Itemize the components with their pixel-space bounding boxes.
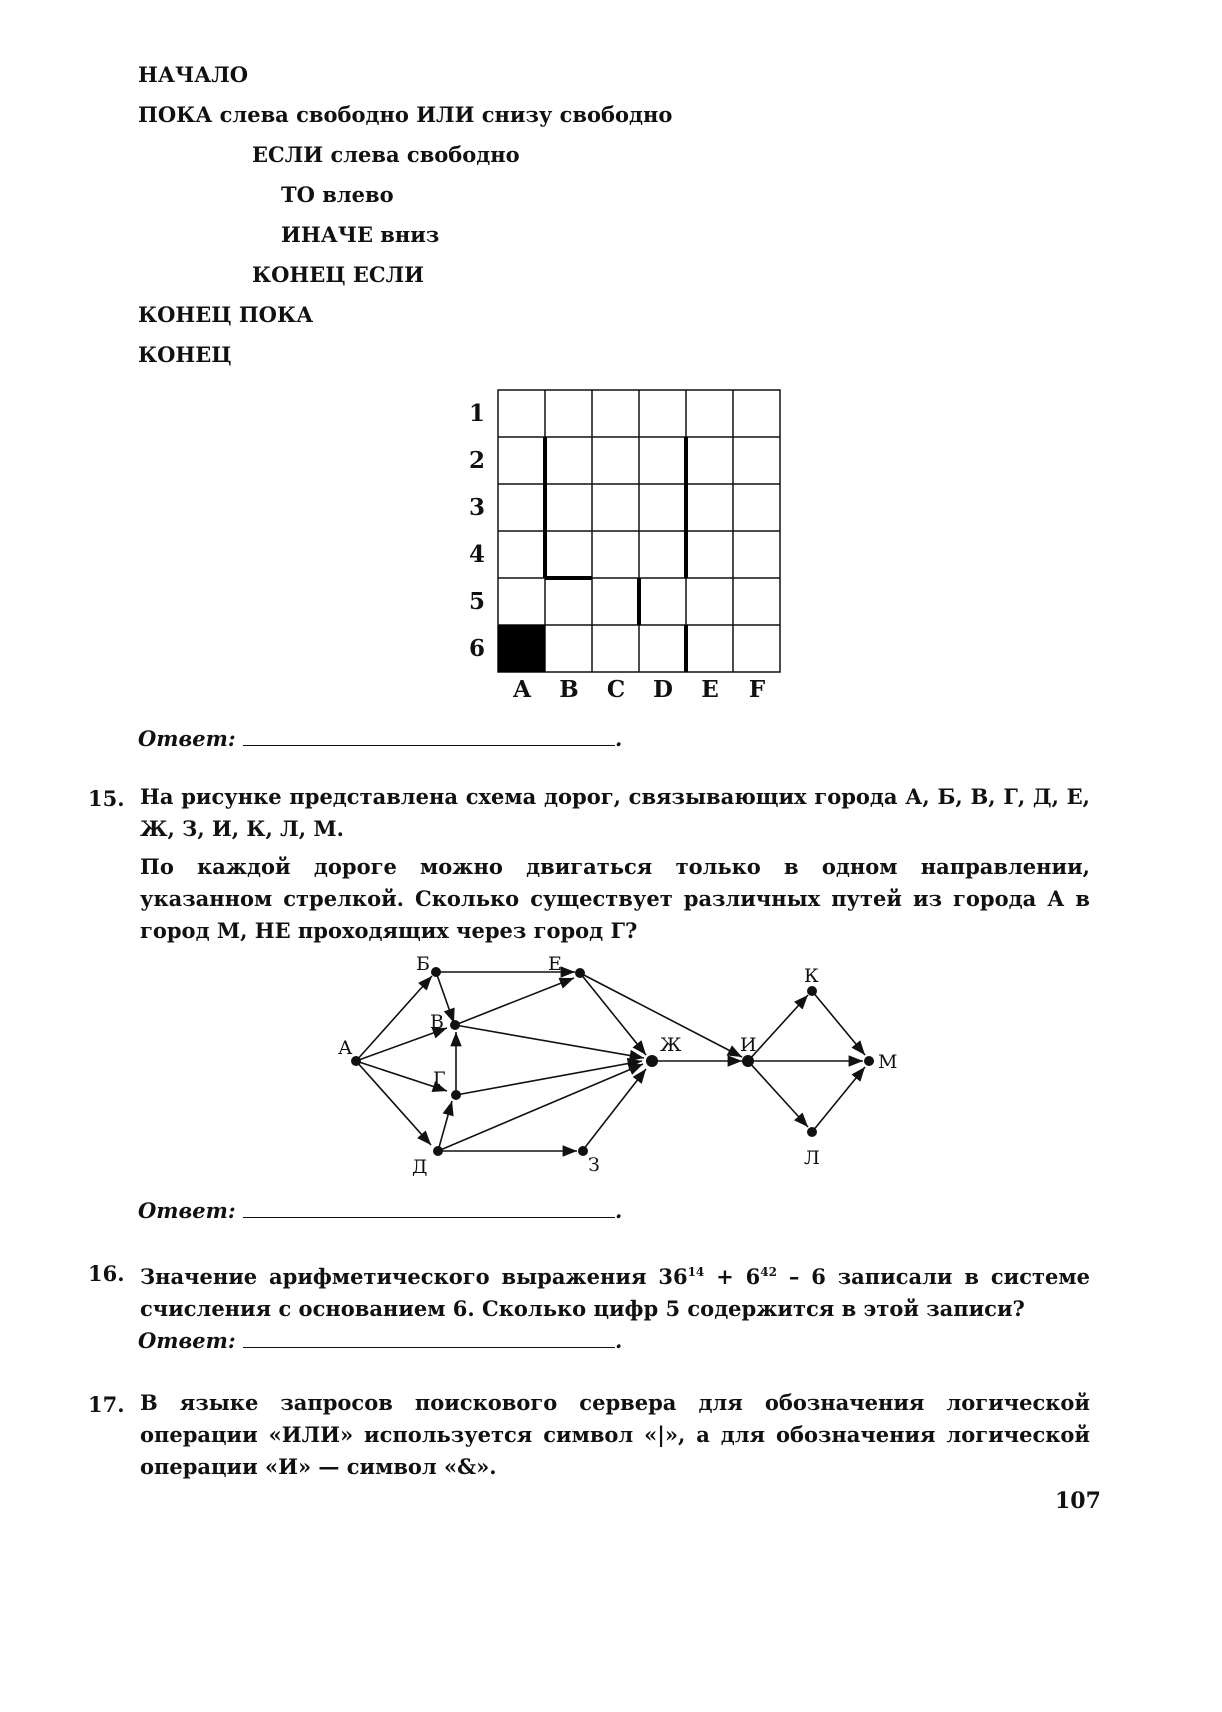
task15-text-1: На рисунке представлена схема дорог, связывающих города А, Б, В, Г, Д, Е, Ж, З, И, К, Л, М. [140, 784, 1090, 841]
grid-col-label: F [748, 676, 766, 703]
answer-label: Ответ [138, 726, 228, 751]
robot-grid [490, 385, 790, 685]
city-label-zh: Ж [660, 1034, 682, 1056]
city-label-i: И [740, 1034, 757, 1056]
task17-text: В языке запросов поискового сервера для обозначения логической операции «ИЛИ» используется символ «|», а для обозначения логической операции «И» — символ «&». [140, 1390, 1090, 1479]
answer-field-14[interactable]: Ответ: . [138, 726, 623, 751]
task-number: 17. [88, 1392, 125, 1417]
task-number: 16. [88, 1261, 125, 1286]
grid-col-label: C [606, 676, 626, 703]
task-number: 15. [88, 786, 125, 811]
answer-field-15[interactable]: Ответ: . [138, 1198, 623, 1223]
algo-line-while: ПОКА слева свободно ИЛИ снизу свободно [138, 102, 673, 127]
road-graph [330, 945, 910, 1185]
city-label-z: З [588, 1154, 600, 1176]
city-label-v: В [430, 1011, 444, 1033]
grid-row-label: 4 [468, 541, 485, 568]
city-label-a: А [338, 1037, 353, 1059]
filled-cell-a6 [498, 625, 545, 672]
grid-col-label: A [513, 676, 531, 703]
answer-line[interactable] [243, 1329, 615, 1348]
grid-walls [545, 437, 686, 672]
grid-col-label: B [559, 676, 579, 703]
city-label-m: М [878, 1051, 898, 1073]
algo-line-then: ТО влево [281, 182, 394, 207]
city-label-l: Л [804, 1147, 820, 1169]
algo-line-endwhile: КОНЕЦ ПОКА [138, 302, 314, 327]
answer-line[interactable] [243, 727, 615, 746]
city-label-k: К [804, 965, 819, 987]
algo-line-endif: КОНЕЦ ЕСЛИ [252, 262, 424, 287]
answer-line[interactable] [243, 1199, 615, 1218]
task16-text: Значение арифметического выражения $36^{14} + 6^{42} - 6$ записали в системе счисления с основанием 6. Сколько цифр 5 содержится в этой записи? [140, 1264, 1090, 1321]
city-label-d: Д [412, 1156, 428, 1178]
answer-label: Ответ [138, 1328, 228, 1353]
city-label-b: Б [416, 953, 430, 975]
page-number: 107 [1055, 1488, 1101, 1514]
grid-row-label: 6 [468, 635, 485, 662]
city-label-e: Е [548, 953, 562, 975]
city-label-g: Г [433, 1068, 446, 1090]
algo-line-else: ИНАЧЕ вниз [281, 222, 440, 247]
algo-line-end: КОНЕЦ [138, 342, 232, 367]
grid-col-label: E [701, 676, 719, 703]
algo-line-if: ЕСЛИ слева свободно [252, 142, 520, 167]
grid-row-label: 2 [468, 447, 485, 474]
answer-label: Ответ [138, 1198, 228, 1223]
grid-row-label: 5 [468, 588, 485, 615]
answer-field-16[interactable]: Ответ: . [138, 1328, 623, 1353]
algo-line-begin: НАЧАЛО [138, 62, 249, 87]
grid-row-label: 3 [468, 494, 485, 521]
task15-text-2: По каждой дороге можно двигаться только в одном направлении, указанном стрелкой. Сколько существует различных путей из города А в город М, НЕ проходящих через город Г? [140, 854, 1090, 943]
grid-row-label: 1 [468, 400, 485, 427]
grid-col-label: D [653, 676, 673, 703]
